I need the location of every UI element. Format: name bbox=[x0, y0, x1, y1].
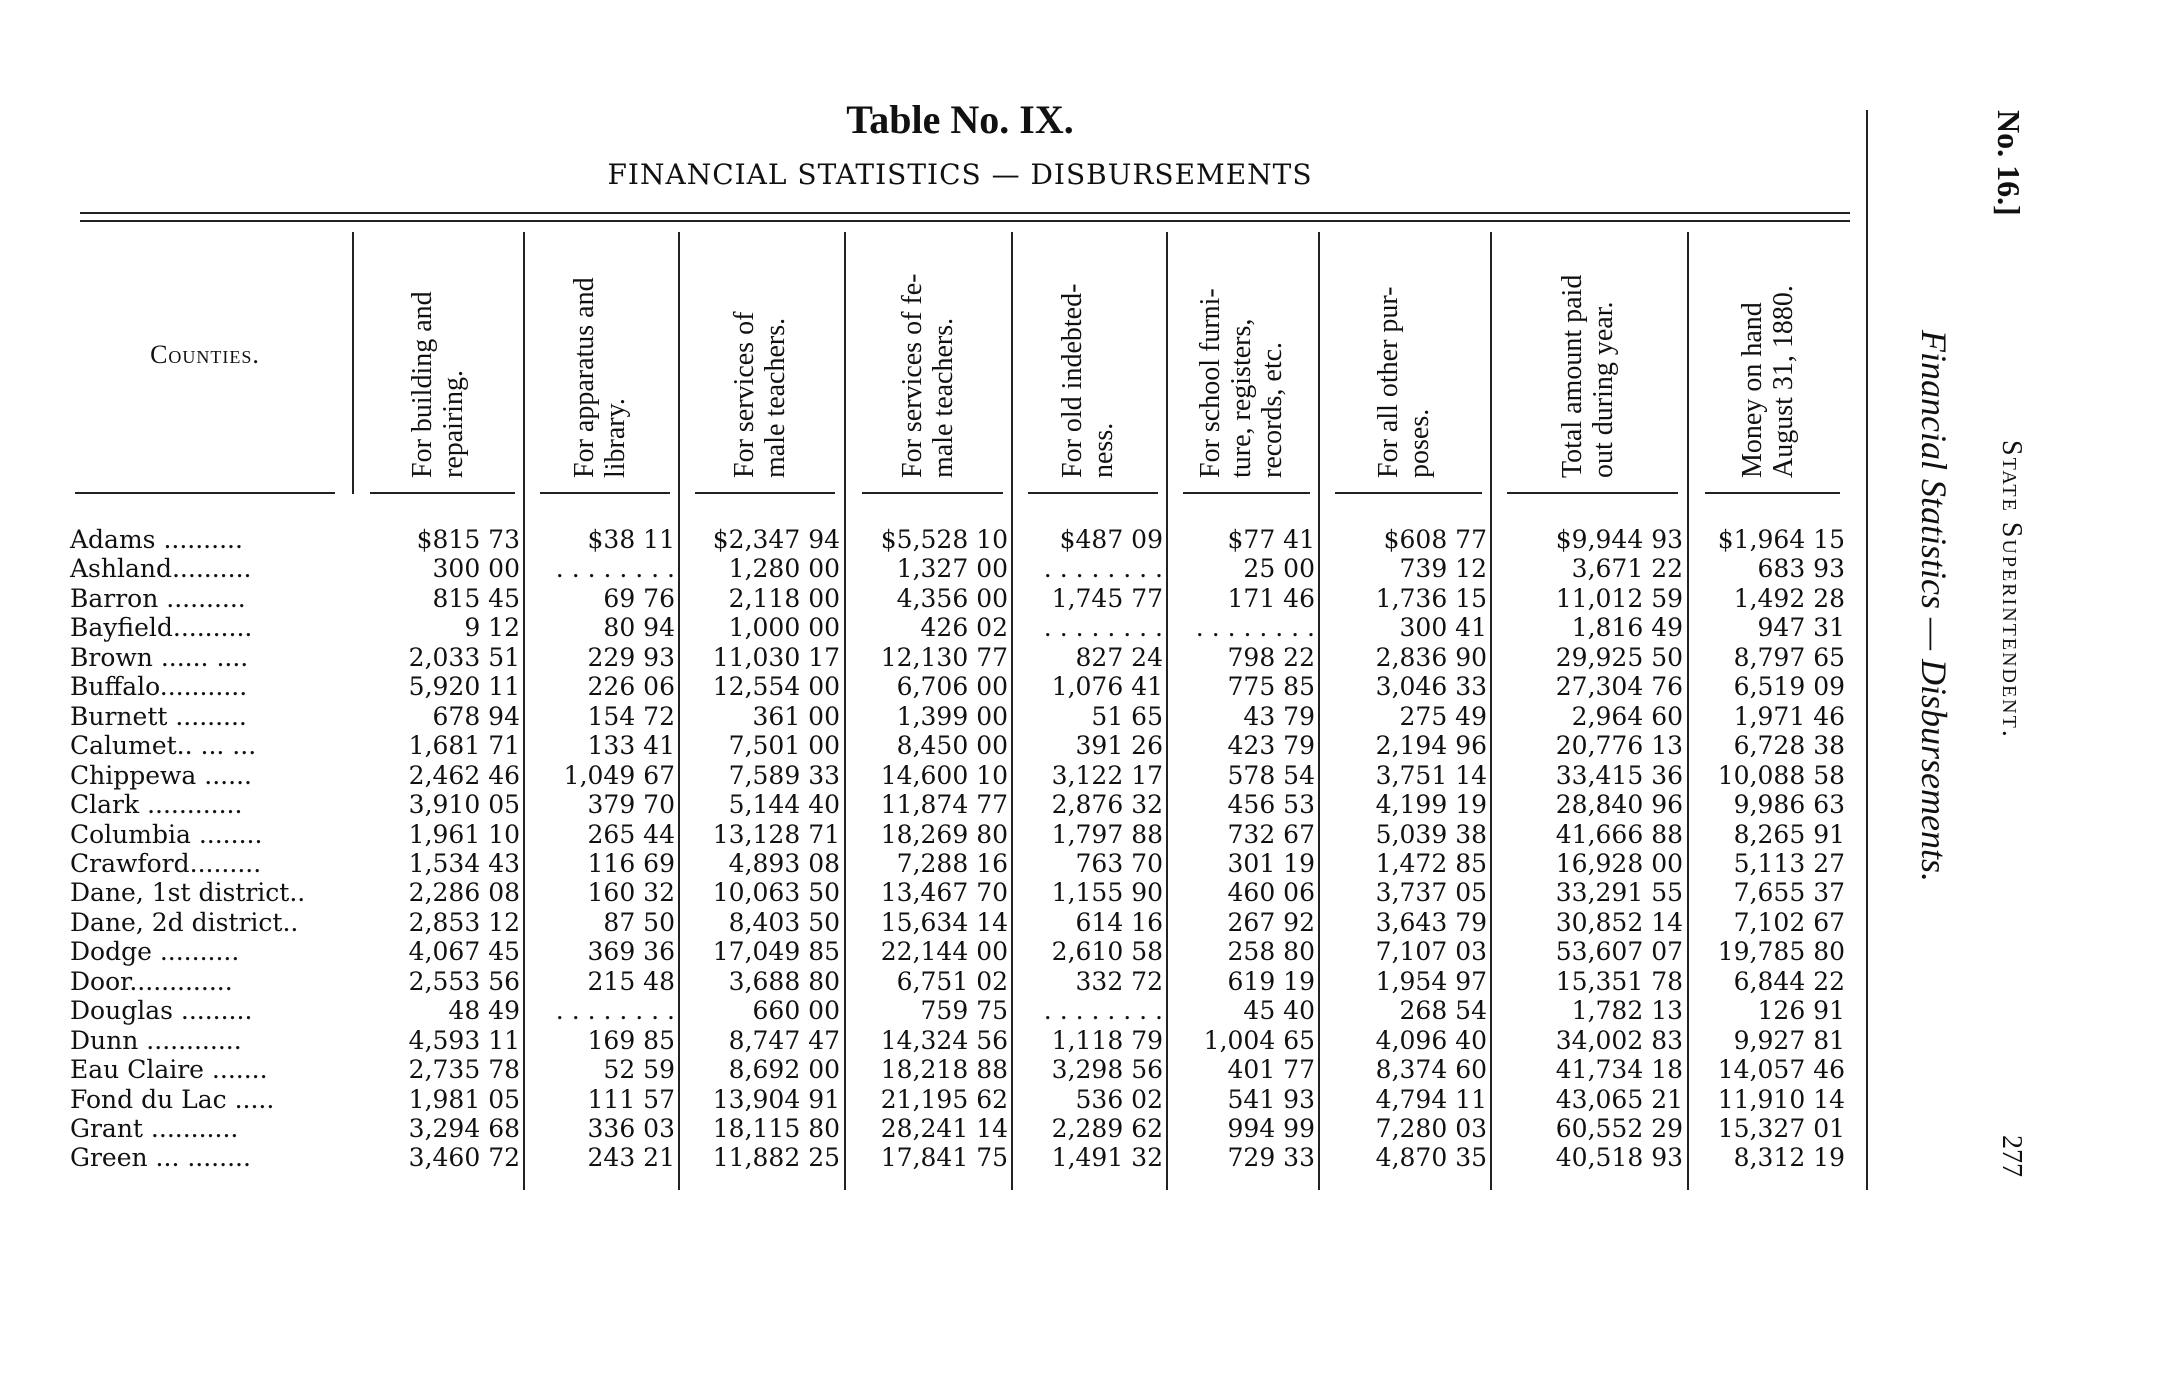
amount-cell: 11,910 14 bbox=[1717, 1084, 1845, 1114]
column-header-line: poses. bbox=[1403, 408, 1435, 478]
county-name: Buffalo........... bbox=[70, 672, 248, 702]
table-row bbox=[0, 761, 1870, 791]
amount-cell: 332 72 bbox=[1075, 966, 1163, 996]
amount-cell: 41,666 88 bbox=[1555, 819, 1683, 849]
amount-cell: 33,291 55 bbox=[1555, 878, 1683, 908]
amount-cell: 43 79 bbox=[1243, 701, 1315, 731]
table-row bbox=[0, 672, 1870, 702]
county-name: Brown ...... .... bbox=[70, 642, 249, 672]
county-name: Calumet.. ... ... bbox=[70, 731, 257, 761]
amount-cell: $77 41 bbox=[1227, 525, 1315, 554]
column-header-line: For old indebted- bbox=[1057, 283, 1088, 478]
amount-cell: 361 00 bbox=[752, 701, 840, 731]
amount-cell: 28,241 14 bbox=[880, 1114, 1008, 1143]
amount-cell: 169 85 bbox=[587, 1025, 675, 1055]
amount-cell: 619 19 bbox=[1227, 966, 1315, 996]
amount-cell: 2,462 46 bbox=[408, 760, 520, 790]
amount-cell: 5,920 11 bbox=[408, 672, 520, 702]
amount-cell: 1,000 00 bbox=[728, 613, 840, 643]
column-header-line: ness. bbox=[1088, 422, 1119, 478]
county-name: Fond du Lac ..... bbox=[70, 1084, 275, 1114]
amount-cell: 9,986 63 bbox=[1733, 790, 1845, 820]
amount-cell: 8,312 19 bbox=[1733, 1143, 1845, 1173]
amount-cell: 2,553 56 bbox=[408, 966, 520, 996]
amount-cell: 301 19 bbox=[1227, 848, 1315, 878]
amount-cell: 7,655 37 bbox=[1733, 878, 1845, 908]
column-header-7 bbox=[1373, 228, 1435, 478]
amount-cell: 6,728 38 bbox=[1733, 731, 1845, 761]
header-underline bbox=[695, 492, 835, 494]
amount-cell: 3,294 68 bbox=[408, 1114, 520, 1143]
amount-cell: 1,399 00 bbox=[896, 701, 1008, 731]
amount-cell: 126 91 bbox=[1757, 996, 1845, 1026]
county-name: Clark ............ bbox=[70, 790, 243, 820]
amount-cell: 13,128 71 bbox=[712, 819, 840, 849]
amount-cell: 1,004 65 bbox=[1203, 1025, 1315, 1055]
amount-cell: 27,304 76 bbox=[1555, 672, 1683, 702]
amount-cell: 947 31 bbox=[1757, 613, 1845, 643]
page-title: Table No. IX. bbox=[846, 97, 1074, 142]
amount-cell: 2,610 58 bbox=[1051, 937, 1163, 967]
county-name: Ashland.......... bbox=[70, 554, 252, 584]
column-header-line: male teachers. bbox=[927, 317, 959, 478]
column-header-line: male teachers. bbox=[760, 317, 791, 478]
table-row bbox=[0, 1026, 1870, 1056]
column-header-line: For school furni- bbox=[1195, 288, 1226, 478]
amount-cell: 243 21 bbox=[587, 1143, 675, 1173]
amount-cell: 21,195 62 bbox=[880, 1084, 1008, 1114]
amount-cell: 53,607 07 bbox=[1555, 937, 1683, 967]
amount-cell: 7,280 03 bbox=[1375, 1114, 1487, 1143]
county-name: Barron .......... bbox=[70, 583, 246, 613]
header-underline bbox=[75, 492, 335, 494]
amount-cell: 15,351 78 bbox=[1555, 966, 1683, 996]
table-row bbox=[0, 908, 1870, 938]
amount-cell: 11,874 77 bbox=[880, 790, 1008, 820]
amount-cell: 2,194 96 bbox=[1375, 731, 1487, 761]
amount-cell: 2,964 60 bbox=[1571, 701, 1683, 731]
amount-cell: 7,107 03 bbox=[1375, 937, 1487, 967]
amount-cell: 1,736 15 bbox=[1375, 583, 1487, 613]
county-name: Dodge .......... bbox=[70, 937, 240, 967]
amount-cell: 3,737 05 bbox=[1375, 878, 1487, 908]
amount-cell: 5,113 27 bbox=[1733, 848, 1845, 878]
table-row bbox=[0, 1085, 1870, 1115]
amount-cell: 4,199 19 bbox=[1375, 790, 1487, 820]
county-name: Eau Claire ....... bbox=[70, 1055, 268, 1085]
column-header-line: For services of bbox=[729, 311, 760, 478]
amount-cell: 111 57 bbox=[587, 1084, 675, 1114]
amount-cell: 2,876 32 bbox=[1051, 790, 1163, 820]
header-underline bbox=[1335, 492, 1482, 494]
amount-cell: 2,286 08 bbox=[408, 878, 520, 908]
amount-cell: 739 12 bbox=[1399, 554, 1487, 584]
column-header-6 bbox=[1195, 228, 1288, 478]
amount-cell: 6,706 00 bbox=[896, 672, 1008, 702]
county-name: Dane, 1st district.. bbox=[70, 878, 306, 908]
amount-cell: 336 03 bbox=[587, 1114, 675, 1143]
amount-cell: 8,797 65 bbox=[1733, 642, 1845, 672]
county-name: Green ... ........ bbox=[70, 1143, 251, 1173]
amount-cell: $815 73 bbox=[416, 525, 520, 554]
amount-cell: 18,269 80 bbox=[880, 819, 1008, 849]
header-underline bbox=[1507, 492, 1678, 494]
county-name: Crawford......... bbox=[70, 848, 262, 878]
amount-cell: 8,692 00 bbox=[728, 1055, 840, 1085]
amount-cell: 578 54 bbox=[1227, 760, 1315, 790]
column-header-line: Money on hand bbox=[1736, 302, 1768, 478]
amount-cell: 4,593 11 bbox=[408, 1025, 520, 1055]
column-header-line: Total amount paid bbox=[1556, 274, 1588, 478]
amount-cell: 994 99 bbox=[1227, 1114, 1315, 1143]
amount-cell: 660 00 bbox=[752, 996, 840, 1026]
amount-cell: 12,554 00 bbox=[712, 672, 840, 702]
amount-cell: 19,785 80 bbox=[1717, 937, 1845, 967]
column-header-3 bbox=[729, 228, 791, 478]
amount-cell: 1,327 00 bbox=[896, 554, 1008, 584]
amount-cell: 7,102 67 bbox=[1733, 907, 1845, 937]
amount-cell: 4,870 35 bbox=[1375, 1143, 1487, 1173]
county-name: Dane, 2d district.. bbox=[70, 907, 299, 937]
amount-cell: $608 77 bbox=[1383, 525, 1487, 554]
amount-cell: 2,836 90 bbox=[1375, 642, 1487, 672]
amount-cell: 1,745 77 bbox=[1051, 583, 1163, 613]
amount-cell: 41,734 18 bbox=[1555, 1055, 1683, 1085]
amount-cell: 8,747 47 bbox=[728, 1025, 840, 1055]
column-header-4 bbox=[897, 228, 959, 478]
column-header-line: out during year. bbox=[1587, 301, 1619, 478]
header-underline bbox=[1028, 492, 1158, 494]
amount-cell: 8,403 50 bbox=[728, 907, 840, 937]
amount-cell: 13,467 70 bbox=[880, 878, 1008, 908]
amount-cell: 11,012 59 bbox=[1555, 583, 1683, 613]
amount-cell: 18,218 88 bbox=[880, 1055, 1008, 1085]
counties-header: Counties. bbox=[150, 340, 260, 369]
table-row bbox=[0, 584, 1870, 614]
amount-cell: 1,280 00 bbox=[728, 554, 840, 584]
amount-cell: 22,144 00 bbox=[880, 937, 1008, 967]
column-header-line: ture, registers, bbox=[1226, 318, 1257, 478]
amount-cell: $487 09 bbox=[1059, 525, 1163, 554]
amount-cell: 729 33 bbox=[1227, 1143, 1315, 1173]
amount-cell: 9,927 81 bbox=[1733, 1025, 1845, 1055]
amount-cell: 5,039 38 bbox=[1375, 819, 1487, 849]
amount-cell: 14,324 56 bbox=[880, 1025, 1008, 1055]
amount-cell: 1,472 85 bbox=[1375, 848, 1487, 878]
amount-cell: 275 49 bbox=[1399, 701, 1487, 731]
amount-cell: 2,853 12 bbox=[408, 907, 520, 937]
amount-cell: 40,518 93 bbox=[1555, 1143, 1683, 1173]
amount-cell: 4,356 00 bbox=[896, 583, 1008, 613]
amount-cell: 3,298 56 bbox=[1051, 1055, 1163, 1085]
amount-cell: 379 70 bbox=[587, 790, 675, 820]
amount-cell: 15,634 14 bbox=[880, 907, 1008, 937]
amount-cell: 391 26 bbox=[1075, 731, 1163, 761]
amount-cell: 51 65 bbox=[1091, 701, 1163, 731]
amount-cell: 815 45 bbox=[432, 583, 520, 613]
table-row bbox=[0, 554, 1870, 584]
amount-cell: 60,552 29 bbox=[1555, 1114, 1683, 1143]
amount-cell: 678 94 bbox=[432, 701, 520, 731]
table-row bbox=[0, 996, 1870, 1026]
amount-cell: 3,751 14 bbox=[1375, 760, 1487, 790]
county-name: Dunn ............ bbox=[70, 1025, 242, 1055]
amount-cell: 1,954 97 bbox=[1375, 966, 1487, 996]
amount-cell: 1,049 67 bbox=[563, 760, 675, 790]
amount-cell: 8,450 00 bbox=[896, 731, 1008, 761]
column-header-line: For all other pur- bbox=[1372, 286, 1404, 478]
table-subtitle: FINANCIAL STATISTICS — DISBURSEMENTS bbox=[607, 158, 1313, 191]
amount-cell: 4,893 08 bbox=[728, 848, 840, 878]
amount-cell: 6,519 09 bbox=[1733, 672, 1845, 702]
amount-cell: 3,910 05 bbox=[408, 790, 520, 820]
amount-cell: . . . . . . . . bbox=[555, 554, 675, 584]
amount-cell: 171 46 bbox=[1227, 583, 1315, 613]
amount-cell: 1,782 13 bbox=[1571, 996, 1683, 1026]
column-header-1 bbox=[407, 228, 469, 478]
amount-cell: 732 67 bbox=[1227, 819, 1315, 849]
column-separator bbox=[352, 232, 354, 494]
amount-cell: 4,067 45 bbox=[408, 937, 520, 967]
amount-cell: 33,415 36 bbox=[1555, 760, 1683, 790]
amount-cell: 426 02 bbox=[920, 613, 1008, 643]
amount-cell: 12,130 77 bbox=[880, 642, 1008, 672]
amount-cell: 267 92 bbox=[1227, 907, 1315, 937]
column-header-9 bbox=[1737, 228, 1799, 478]
amount-cell: $5,528 10 bbox=[880, 525, 1008, 554]
amount-cell: 1,534 43 bbox=[408, 848, 520, 878]
amount-cell: 300 00 bbox=[432, 554, 520, 584]
amount-cell: . . . . . . . . bbox=[1043, 613, 1163, 643]
amount-cell: 215 48 bbox=[587, 966, 675, 996]
amount-cell: 10,088 58 bbox=[1717, 760, 1845, 790]
county-name: Adams .......... bbox=[70, 525, 243, 554]
table-row bbox=[0, 702, 1870, 732]
header-underline bbox=[540, 492, 670, 494]
amount-cell: 2,289 62 bbox=[1051, 1114, 1163, 1143]
amount-cell: 1,491 32 bbox=[1051, 1143, 1163, 1173]
amount-cell: . . . . . . . . bbox=[555, 996, 675, 1026]
amount-cell: 14,600 10 bbox=[880, 760, 1008, 790]
column-header-2 bbox=[569, 228, 631, 478]
county-name: Bayfield.......... bbox=[70, 613, 253, 643]
amount-cell: 154 72 bbox=[587, 701, 675, 731]
table-row bbox=[0, 937, 1870, 967]
table-row bbox=[0, 878, 1870, 908]
amount-cell: 20,776 13 bbox=[1555, 731, 1683, 761]
table-row bbox=[0, 643, 1870, 673]
amount-cell: 1,118 79 bbox=[1051, 1025, 1163, 1055]
amount-cell: 45 40 bbox=[1243, 996, 1315, 1026]
amount-cell: 827 24 bbox=[1075, 642, 1163, 672]
header-underline bbox=[1183, 492, 1310, 494]
amount-cell: 11,882 25 bbox=[712, 1143, 840, 1173]
column-header-5 bbox=[1057, 228, 1119, 478]
amount-cell: 133 41 bbox=[587, 731, 675, 761]
table-row bbox=[0, 849, 1870, 879]
amount-cell: 775 85 bbox=[1227, 672, 1315, 702]
document-number: No. 16.] bbox=[1991, 110, 2027, 216]
county-name: Douglas ......... bbox=[70, 996, 253, 1026]
amount-cell: 4,096 40 bbox=[1375, 1025, 1487, 1055]
amount-cell: 1,076 41 bbox=[1051, 672, 1163, 702]
amount-cell: 1,681 71 bbox=[408, 731, 520, 761]
running-head: Financial Statistics — Disbursements. bbox=[1914, 330, 1954, 882]
amount-cell: 763 70 bbox=[1075, 848, 1163, 878]
amount-cell: 2,735 78 bbox=[408, 1055, 520, 1085]
amount-cell: 1,816 49 bbox=[1571, 613, 1683, 643]
amount-cell: 265 44 bbox=[587, 819, 675, 849]
column-header-line: For building and bbox=[406, 291, 438, 478]
amount-cell: 10,063 50 bbox=[712, 878, 840, 908]
column-header-line: August 31, 1880. bbox=[1767, 285, 1799, 478]
amount-cell: 1,971 46 bbox=[1733, 701, 1845, 731]
top-rule-1 bbox=[80, 212, 1850, 214]
county-name: Chippewa ...... bbox=[70, 760, 252, 790]
amount-cell: 13,904 91 bbox=[712, 1084, 840, 1114]
amount-cell: $2,347 94 bbox=[712, 525, 840, 554]
amount-cell: 2,118 00 bbox=[728, 583, 840, 613]
amount-cell: 456 53 bbox=[1227, 790, 1315, 820]
amount-cell: 15,327 01 bbox=[1717, 1114, 1845, 1143]
column-header-line: repairing. bbox=[437, 369, 469, 478]
amount-cell: 69 76 bbox=[603, 583, 675, 613]
amount-cell: 798 22 bbox=[1227, 642, 1315, 672]
amount-cell: 536 02 bbox=[1075, 1084, 1163, 1114]
table-row bbox=[0, 525, 1870, 555]
page-number: 277 bbox=[1996, 1135, 2027, 1177]
amount-cell: 3,046 33 bbox=[1375, 672, 1487, 702]
right-border-rule bbox=[1866, 110, 1868, 1190]
amount-cell: 30,852 14 bbox=[1555, 907, 1683, 937]
amount-cell: 116 69 bbox=[587, 848, 675, 878]
amount-cell: 28,840 96 bbox=[1555, 790, 1683, 820]
amount-cell: 14,057 46 bbox=[1717, 1055, 1845, 1085]
amount-cell: 683 93 bbox=[1757, 554, 1845, 584]
county-name: Burnett ......... bbox=[70, 701, 247, 731]
column-header-8 bbox=[1557, 228, 1619, 478]
amount-cell: 16,928 00 bbox=[1555, 848, 1683, 878]
table-row bbox=[0, 820, 1870, 850]
table-row bbox=[0, 1114, 1870, 1144]
amount-cell: 2,033 51 bbox=[408, 642, 520, 672]
amount-cell: 4,794 11 bbox=[1375, 1084, 1487, 1114]
amount-cell: 1,155 90 bbox=[1051, 878, 1163, 908]
header-underline bbox=[1705, 492, 1840, 494]
amount-cell: 34,002 83 bbox=[1555, 1025, 1683, 1055]
amount-cell: 3,643 79 bbox=[1375, 907, 1487, 937]
table-row bbox=[0, 1143, 1870, 1173]
county-name: Door............. bbox=[70, 966, 233, 996]
amount-cell: 8,374 60 bbox=[1375, 1055, 1487, 1085]
section-head: State Superintendent. bbox=[1996, 440, 2027, 739]
amount-cell: 226 06 bbox=[587, 672, 675, 702]
amount-cell: 7,501 00 bbox=[728, 731, 840, 761]
amount-cell: 17,841 75 bbox=[880, 1143, 1008, 1173]
header-underline bbox=[370, 492, 515, 494]
amount-cell: 80 94 bbox=[603, 613, 675, 643]
amount-cell: 3,460 72 bbox=[408, 1143, 520, 1173]
amount-cell: 460 06 bbox=[1227, 878, 1315, 908]
amount-cell: 8,265 91 bbox=[1733, 819, 1845, 849]
amount-cell: 7,288 16 bbox=[896, 848, 1008, 878]
county-name: Columbia ........ bbox=[70, 819, 263, 849]
amount-cell: 423 79 bbox=[1227, 731, 1315, 761]
column-header-line: For services of fe- bbox=[896, 273, 928, 478]
table-row bbox=[0, 613, 1870, 643]
amount-cell: $38 11 bbox=[587, 525, 675, 554]
amount-cell: 401 77 bbox=[1227, 1055, 1315, 1085]
amount-cell: 759 75 bbox=[920, 996, 1008, 1026]
header-underline bbox=[862, 492, 1003, 494]
amount-cell: 258 80 bbox=[1227, 937, 1315, 967]
amount-cell: 7,589 33 bbox=[728, 760, 840, 790]
column-header-line: library. bbox=[600, 398, 631, 478]
amount-cell: 3,122 17 bbox=[1051, 760, 1163, 790]
amount-cell: 1,492 28 bbox=[1733, 583, 1845, 613]
amount-cell: 229 93 bbox=[587, 642, 675, 672]
amount-cell: 541 93 bbox=[1227, 1084, 1315, 1114]
amount-cell: 3,671 22 bbox=[1571, 554, 1683, 584]
top-rule-2 bbox=[80, 220, 1850, 222]
amount-cell: 87 50 bbox=[603, 907, 675, 937]
amount-cell: . . . . . . . . bbox=[1043, 996, 1163, 1026]
table-row bbox=[0, 967, 1870, 997]
table-row bbox=[0, 1055, 1870, 1085]
amount-cell: 25 00 bbox=[1243, 554, 1315, 584]
amount-cell: . . . . . . . . bbox=[1043, 554, 1163, 584]
amount-cell: 9 12 bbox=[464, 613, 520, 643]
table-row bbox=[0, 731, 1870, 761]
amount-cell: 614 16 bbox=[1075, 907, 1163, 937]
amount-cell: 5,144 40 bbox=[728, 790, 840, 820]
amount-cell: 6,751 02 bbox=[896, 966, 1008, 996]
amount-cell: 1,981 05 bbox=[408, 1084, 520, 1114]
amount-cell: 17,049 85 bbox=[712, 937, 840, 967]
amount-cell: 11,030 17 bbox=[712, 642, 840, 672]
column-header-line: records, etc. bbox=[1257, 341, 1288, 478]
table-row bbox=[0, 790, 1870, 820]
amount-cell: 1,797 88 bbox=[1051, 819, 1163, 849]
column-header-line: For apparatus and bbox=[569, 277, 600, 478]
amount-cell: 43,065 21 bbox=[1555, 1084, 1683, 1114]
amount-cell: $9,944 93 bbox=[1555, 525, 1683, 554]
amount-cell: 160 32 bbox=[587, 878, 675, 908]
amount-cell: . . . . . . . . bbox=[1195, 613, 1315, 643]
amount-cell: 300 41 bbox=[1399, 613, 1487, 643]
amount-cell: 369 36 bbox=[587, 937, 675, 967]
amount-cell: 29,925 50 bbox=[1555, 642, 1683, 672]
amount-cell: 1,961 10 bbox=[408, 819, 520, 849]
amount-cell: 268 54 bbox=[1399, 996, 1487, 1026]
amount-cell: 3,688 80 bbox=[728, 966, 840, 996]
amount-cell: 52 59 bbox=[603, 1055, 675, 1085]
amount-cell: 6,844 22 bbox=[1733, 966, 1845, 996]
amount-cell: 18,115 80 bbox=[712, 1114, 840, 1143]
county-name: Grant ........... bbox=[70, 1114, 239, 1143]
amount-cell: 48 49 bbox=[448, 996, 520, 1026]
amount-cell: $1,964 15 bbox=[1717, 525, 1845, 554]
